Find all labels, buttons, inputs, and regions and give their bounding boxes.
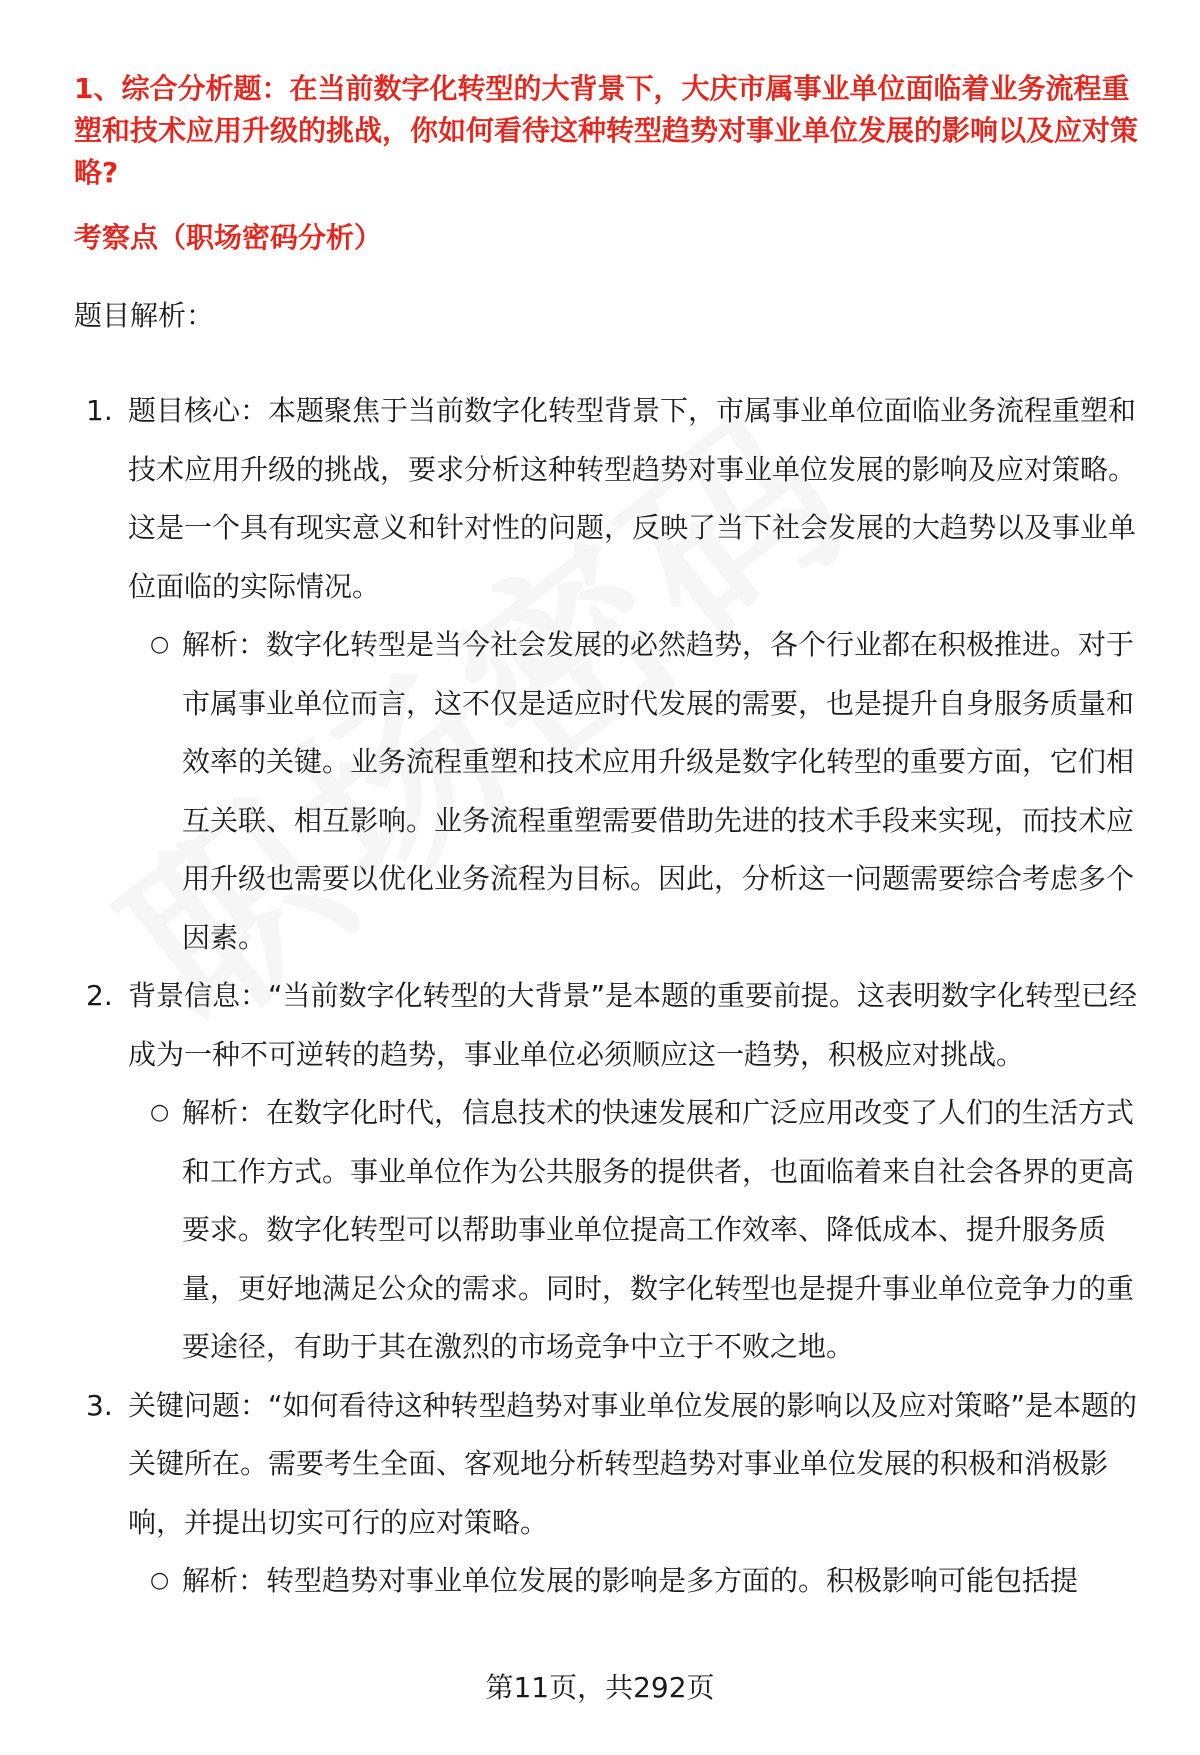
sub-list-item-text: 解析：数字化转型是当今社会发展的必然趋势，各个行业都在积极推进。对于市属事业单位而言，这不仅是适应时代发展的需要，也是提升自身服务质量和效率的关键。业务流程重塑和技术应用升级是数字化转型的重要方面，它们相互关联、相互影响。业务流程重塑需要借助先进的技术手段来实现，而技术应用升级也需要以优化业务流程为目标。因此，分析这一问题需要综合考虑多个因素。 <box>182 628 1135 954</box>
sub-list-item-text: 解析：在数字化时代，信息技术的快速发展和广泛应用改变了人们的生活方式和工作方式。事业单位作为公共服务的提供者，也面临着来自社会各界的更高要求。数字化转型可以帮助事业单位提高工作效率、降低成本、提升服务质量，更好地满足公众的需求。同时，数字化转型也是提升事业单位竞争力的重要途径，有助于其在激烈的市场竞争中立于不败之地。 <box>182 1096 1135 1363</box>
list-item-number: 2. <box>86 979 113 1012</box>
list-item-text: 题目核心：本题聚焦于当前数字化转型背景下，市属事业单位面临业务流程重塑和技术应用升级的挑战，要求分析这种转型趋势对事业单位发展的影响及应对策略。这是一个具有现实意义和针对性的问题，反映了当下社会发展的大趋势以及事业单位面临的实际情况。 <box>128 394 1137 603</box>
analysis-list <box>74 382 1144 1611</box>
circle-bullet-icon: ○ <box>150 632 170 657</box>
list-item <box>74 967 1144 1377</box>
list-item-number: 1. <box>86 394 113 427</box>
list-item-text: 背景信息：“当前数字化转型的大背景”是本题的重要前提。这表明数字化转型已经成为一种不可逆转的趋势，事业单位必须顺应这一趋势，积极应对挑战。 <box>128 979 1138 1071</box>
document-page <box>74 68 1144 1611</box>
sub-list <box>128 1084 1144 1377</box>
sub-list-item-text: 解析：转型趋势对事业单位发展的影响是多方面的。积极影响可能包括提 <box>182 1564 1079 1597</box>
circle-bullet-icon: ○ <box>150 1100 170 1125</box>
sub-list <box>128 1552 1144 1611</box>
list-item <box>74 1377 1144 1611</box>
page-footer: 第11页，共292页 <box>0 1668 1200 1708</box>
list-item-number: 3. <box>86 1388 113 1422</box>
sub-list-item <box>128 1084 1144 1377</box>
circle-bullet-icon: ○ <box>150 1568 170 1593</box>
sub-list-item <box>128 1552 1144 1611</box>
list-item <box>74 382 1144 967</box>
sub-list <box>128 616 1144 967</box>
sub-list-item <box>128 616 1144 967</box>
question-heading: 1、综合分析题：在当前数字化转型的大背景下，大庆市属事业单位面临着业务流程重塑和技术应用升级的挑战，你如何看待这种转型趋势对事业单位发展的影响以及应对策略? <box>74 72 1139 189</box>
analysis-label: 题目解析： <box>74 299 215 332</box>
section-title: 考察点（职场密码分析） <box>74 221 383 254</box>
list-item-text: 关键问题：“如何看待这种转型趋势对事业单位发展的影响以及应对策略”是本题的关键所在。需要考生全面、客观地分析转型趋势对事业单位发展的积极和消极影响，并提出切实可行的应对策略。 <box>128 1388 1138 1539</box>
